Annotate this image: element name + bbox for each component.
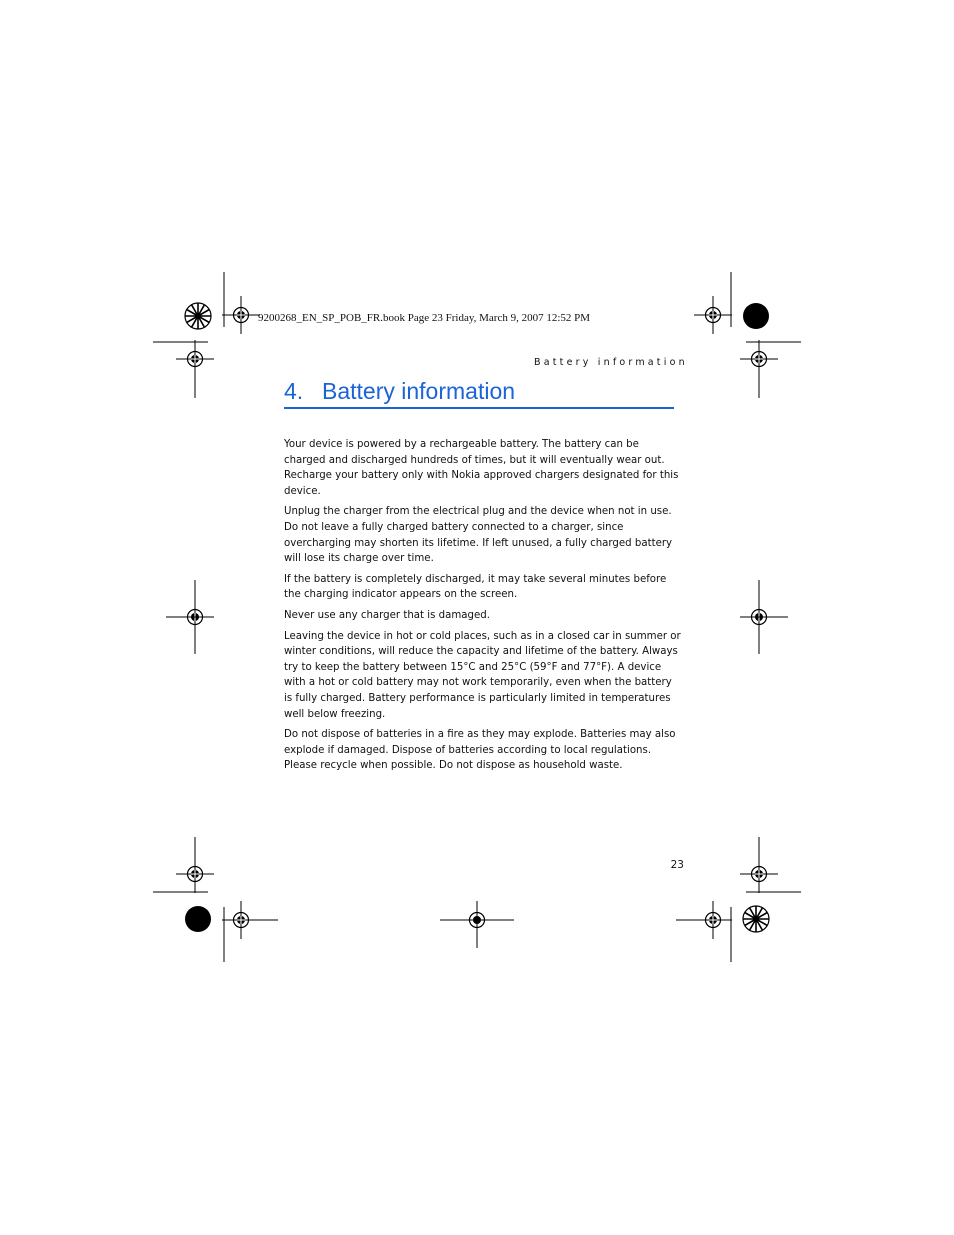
starburst-mark-top-left [185,303,211,329]
registration-mark-left-upper [176,340,214,378]
print-meta-line: 9200268_EN_SP_POB_FR.book Page 23 Friday, March 9, 2007 12:52 PM [258,312,591,324]
chapter-title [284,378,674,409]
registration-mark-left-lower [176,855,214,893]
paragraph-damaged-charger: Never use any charger that is damaged. [284,609,490,621]
chapter-number: 4. [284,378,304,404]
registration-mark-top-left [222,296,260,334]
paragraph-disposal: Do not dispose of batteries in a fire as they may explode. Batteries may also explode if damaged. Dispose of batteries according to local regulations. Please recycle when possible. Do not dispose as household waste. [284,729,676,772]
paragraph-unplug: Unplug the charger from the electrical plug and the device when not in use. Do not leave a fully charged battery connected to a charger, since overcharging may shorten its lifetime. If left unused, a fully charged battery will lose its charge over time. [284,506,673,565]
solid-mark-top-right [743,303,769,329]
paragraph-discharged: If the battery is completely discharged, it may take several minutes before the charging indicator appears on the screen. [284,573,667,601]
chapter-title-text: Battery information [322,378,516,404]
body-text [284,437,682,779]
page-number: 23 [670,859,684,871]
solid-mark-bottom-left [185,906,211,932]
paragraph-temperature: Leaving the device in hot or cold places, such as in a closed car in summer or winter conditions, will reduce the capacity and lifetime of the battery. Always try to keep the battery between 15°C and 25°C (59°F and 77°F). A device with a hot or cold battery may not work temporarily, even when the battery is fully charged. Battery performance is particularly limited in temperatures well below freezing. [284,630,681,720]
starburst-mark-bottom-right [743,906,769,932]
paragraph-charging: Your device is powered by a rechargeable battery. The battery can be charged and discharged hundreds of times, but it will eventually wear out. Recharge your battery only with Nokia approved chargers designated for this device. [284,439,679,497]
registration-mark-right-lower [740,855,778,893]
registration-mark-right-upper [740,340,778,378]
registration-mark-top-right [694,296,732,334]
running-header: Battery information [534,357,688,368]
registration-mark-bottom-left [222,901,260,939]
registration-mark-bottom-right [694,901,732,939]
